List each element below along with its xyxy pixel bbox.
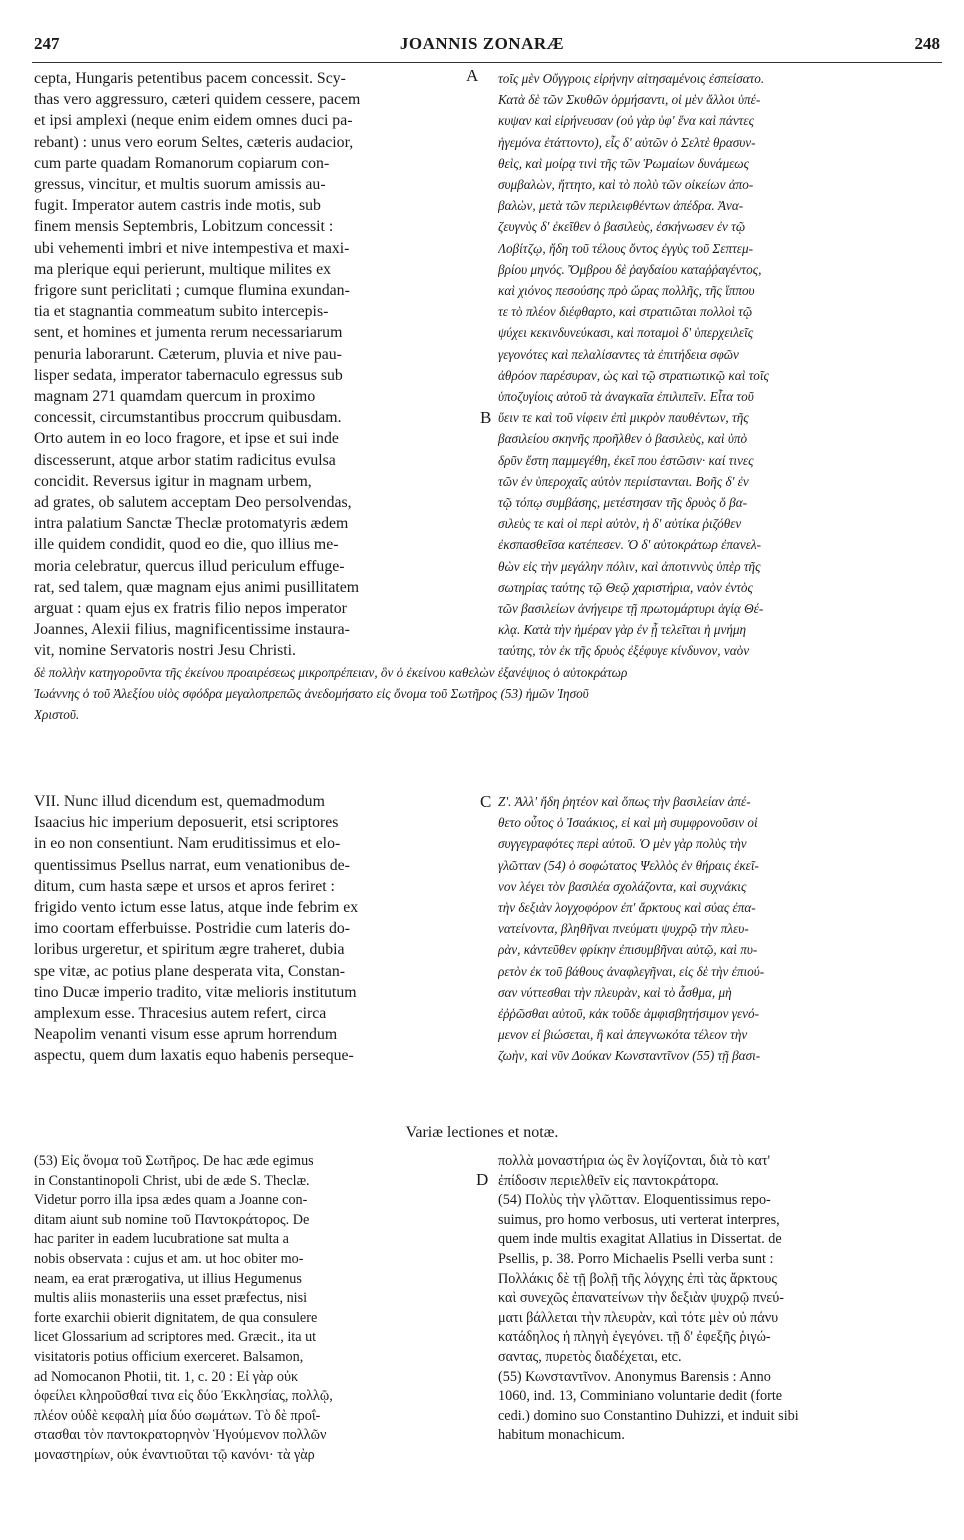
note-text-line: in Constantinopoli Christ, ubi de æde S. Theclæ. bbox=[34, 1172, 310, 1189]
greek-text-line: βαλὼν, μετὰ τῶν περιλειφθέντων ἀπέδρα. Ἀνα- bbox=[498, 198, 744, 214]
latin-text-line: gressus, vincitur, et multis suorum amissis au- bbox=[34, 176, 326, 194]
greek-text-line: Ζ'. Ἀλλ' ἤδη ῥητέον καὶ ὅπως τὴν βασιλείαν ἀπέ- bbox=[498, 794, 751, 809]
latin-text-line: ille quidem condidit, quod eo die, quo illius me- bbox=[34, 536, 339, 554]
notes-title: Variæ lectiones et notæ. bbox=[405, 1124, 559, 1141]
latin-column-top bbox=[34, 68, 472, 662]
greek-text-line: Ἰωάννης ὁ τοῦ Ἀλεξίου υἱὸς σφόδρα μεγαλοπρεπῶς ἀνεδομήσατο εἰς ὄνομα τοῦ Σωτῆρος (53) ἡμῶν Ἰησοῦ bbox=[34, 686, 589, 701]
greek-text-line: σωτηρίας ταύτης τῷ Θεῷ χαριστήρια, ναὸν ἐντὸς bbox=[498, 579, 753, 595]
section-marker-c: C bbox=[480, 792, 492, 811]
greek-text-line: θετο οὗτος ὁ Ἰσαάκιος, εἰ καὶ μὴ συμφρονοῦσιν οἱ bbox=[498, 815, 758, 831]
greek-text-line: τε τὸ πλέον διέφθαρτο, καὶ στρατιῶται πολλοὶ τῷ bbox=[498, 304, 753, 320]
greek-text-line: ρετὸν ἐκ τοῦ βάθους ἀναφλεγῆναι, εἰς δὲ τὴν ἐπιού- bbox=[498, 963, 765, 979]
latin-text-line: Neapolim venanti visum esse aprum horrendum bbox=[34, 1026, 338, 1044]
greek-text-line: τοῖς μὲν Οὔγγροις εἰρήνην αἰτησαμένοις ἐσπείσατο. bbox=[498, 71, 765, 86]
latin-text-line: Orto autem in eo loco fragore, et ipse et sui inde bbox=[34, 430, 339, 448]
greek-text-line: θὼν εἰς τὴν μεγάλην πόλιν, καὶ ἀποτιννὺς ὑπὲρ τῆς bbox=[498, 558, 761, 574]
latin-text-line: imo coortam efferbuisse. Postridie cum lateris do- bbox=[34, 920, 351, 938]
note-text-line: habitum monachicum. bbox=[498, 1427, 625, 1444]
latin-text-line: ma plerique equi perierunt, multique milites ex bbox=[34, 260, 331, 278]
latin-text-line: tia et stagnantia commeatum subito intercepis- bbox=[34, 303, 329, 321]
latin-text-line: VII. Nunc illud dicendum est, quemadmodum bbox=[34, 793, 325, 810]
greek-text-line: γεγονότες καὶ πελαλίσαντες τὰ ἐπιτήδεια σφῶν bbox=[498, 346, 739, 362]
note-text-line: ἐπίδοσιν περιελθεῖν εἰς παντοκράτορα. bbox=[498, 1172, 719, 1189]
latin-text-line: penuria laborarunt. Cæterum, pluvia et nive pau- bbox=[34, 345, 342, 363]
section-marker-d: D bbox=[476, 1170, 489, 1189]
note-text-line: visitatoris potius officium exerceret. Balsamon, bbox=[34, 1348, 304, 1365]
note-text-line: ὀφείλει κληροῦσθαί τινα εἰς δύο Ἐκκλησίας, πολλῷ, bbox=[34, 1388, 333, 1405]
greek-text-line: τῶν βασιλείων ἀνήγειρε τῇ πρωτομάρτυρι ἁγίᾳ Θέ- bbox=[498, 601, 764, 617]
latin-text-line: Isaacius hic imperium deposuerit, etsi scriptores bbox=[34, 814, 339, 832]
latin-text-line: spe vitæ, ac potius plane desperata vita, Constan- bbox=[34, 962, 346, 980]
latin-column-middle bbox=[34, 791, 472, 1067]
note-text-line: quem inde multis exagitat Allatius in Dissertat. de bbox=[498, 1231, 782, 1248]
note-text-line: πλέον οὐδὲ κεφαλὴ μία δύο σωμάτων. Τὸ δὲ προΐ- bbox=[34, 1407, 321, 1424]
note-text-line: cedi.) domino suo Constantino Duhizzi, et induit sibi bbox=[498, 1407, 799, 1424]
note-text-line: σαντας, πυρετὸς διαδέχεται, etc. bbox=[498, 1348, 682, 1365]
note-text-line: multis aliis monasteriis una esset præfectus, nisi bbox=[34, 1290, 308, 1307]
section-marker-a: A bbox=[466, 66, 479, 85]
latin-text-line: Joannes, Alexii filius, magnificentissime instaura- bbox=[34, 621, 350, 639]
latin-text-line: ad grates, ob salutem acceptam Deo persolvendas, bbox=[34, 494, 352, 512]
latin-text-line: tino Ducæ imperio tradito, vitæ melioris institutum bbox=[34, 983, 357, 1001]
note-text-line: forte exarchii obierit dignitatem, de qua consulere bbox=[34, 1309, 318, 1326]
greek-text-line: βρίου μηνός. Ὄμβρου δὲ ῥαγδαίου καταῤῥαγέντος, bbox=[498, 261, 762, 277]
note-text-line: στασθαι τὸν παντοκρατορηνὸν Ἡγούμενον πολλῶν bbox=[34, 1427, 327, 1444]
greek-text-line: δρῦν ἔστη παμμεγέθη, ἐκεῖ που ἑστῶσιν· καί τινες bbox=[498, 452, 754, 468]
latin-text-line: concidit. Reversus igitur in magnam urbem, bbox=[34, 472, 312, 490]
latin-text-line: loribus urgeretur, et spiritum ægre traheret, dubia bbox=[34, 941, 345, 959]
latin-text-line: in eo non consentiunt. Nam eruditissimus et elo- bbox=[34, 835, 341, 853]
greek-text-line: ρὰν, κἀντεῦθεν φρίκην ἐπισυμβῆναι αὐτῷ, καὶ πυ- bbox=[498, 942, 758, 958]
note-text-line: ad Nomocanon Photii, tit. 1, c. 20 : Εἰ γὰρ οὐκ bbox=[34, 1368, 299, 1385]
note-text-line: μοναστηρίων, οὐκ ἐναντιοῦται τῷ κανόνι· τὰ γὰρ bbox=[34, 1446, 315, 1463]
greek-text-line: ἐῤῥῶσθαι αὐτοῦ, κἀκ τοῦδε ἀμφισβητήσιμον γενό- bbox=[498, 1006, 759, 1022]
greek-text-line: σαν νύττεσθαι τὴν πλευρὰν, καὶ τὸ ἆσθμα, μὴ bbox=[498, 984, 732, 1000]
greek-text-line: ἐκσπασθεῖσα κατέπεσεν. Ὁ δ' αὐτοκράτωρ ἐπανελ- bbox=[498, 537, 762, 553]
note-text-line: Πολλάκις δὲ τῇ βολῇ τῆς λόγχης ἐπὶ τὰς ἄρκτους bbox=[498, 1270, 777, 1287]
greek-text-line: ὑποζυγίοις αὐτοῦ τὰ ἀναγκαῖα ἐπιλιπεῖν. Εἶτα τοῦ bbox=[498, 389, 754, 405]
greek-text-line: Χριστοῦ. bbox=[34, 707, 80, 722]
greek-text-line: βασιλείου σκηνῆς προῆλθεν ὁ βασιλεὺς, καὶ ὑπὸ bbox=[498, 431, 748, 447]
note-text-line: (55) Κωνσταντῖνον. Anonymus Barensis : Anno bbox=[498, 1368, 771, 1385]
note-text-line: (53) Εἰς ὄνομα τοῦ Σωτῆρος. De hac æde egimus bbox=[34, 1153, 314, 1169]
greek-text-line: θεὶς, καὶ μοίρᾳ τινὶ τῆς τῶν Ῥωμαίων δυνάμεως bbox=[498, 155, 749, 171]
note-text-line: 1060, ind. 13, Comminiano voluntarie dedit (forte bbox=[498, 1388, 783, 1405]
greek-text-line: ζευγνὺς δ' ἐκεῖθεν ὁ βασιλεὺς, ἐσκήνωσεν ἐν τῷ bbox=[498, 219, 746, 235]
note-text-line: nobis observata : cujus et am. ut hoc obiter mo- bbox=[34, 1250, 304, 1267]
greek-text-line: τὴν δεξιὰν λογχοφόρον ἐπ' ἄρκτους καὶ σύας ἐπα- bbox=[498, 900, 756, 916]
latin-text-line: cepta, Hungaris petentibus pacem concessit. Scy- bbox=[34, 70, 346, 87]
greek-text-line: νατείνοντα, βληθῆναι πνεύματι ψυχρῷ τὴν πλευ- bbox=[498, 921, 749, 937]
note-text-line: κατάδηλος ἡ πληγὴ ἐγεγόνει. τῇ δ' ἐφεξῆς ῥιγώ- bbox=[498, 1329, 771, 1346]
latin-text-line: intra palatium Sanctæ Theclæ protomatyris ædem bbox=[34, 515, 349, 533]
note-text-line: Videtur porro illa ipsa ædes quam a Joanne con- bbox=[34, 1192, 308, 1209]
note-text-line: suimus, pro homo verbosus, uti verterat interpres, bbox=[498, 1211, 780, 1228]
note-text-line: licet Glossarium ad scriptores med. Græcit., ita ut bbox=[34, 1329, 317, 1346]
greek-text-line: τῶν ἐν ὑπεροχαῖς αὐτὸν περιίστανται. Βοῆς δ' ἐν bbox=[498, 473, 749, 489]
latin-text-line: sent, et homines et jumenta rerum necessariarum bbox=[34, 324, 343, 342]
greek-text-line: καὶ χιόνος πεσούσης πρὸ ὥρας πολλῆς, τῆς ἵππου bbox=[498, 283, 755, 299]
note-text-line: neam, ea erat prærogativa, ut illius Hegumenus bbox=[34, 1270, 302, 1287]
greek-text-line: Κατὰ δὲ τῶν Σκυθῶν ὁρμήσαντι, οἱ μὲν ἄλλοι ὑπέ- bbox=[498, 92, 761, 108]
greek-text-line: ὕειν τε καὶ τοῦ νίφειν ἐπὶ μικρὸν παυθέντων, τῆς bbox=[498, 410, 749, 426]
greek-text-line: κλᾳ. Κατὰ τὴν ἡμέραν γὰρ ἐν ᾗ τελεῖται ἡ μνήμη bbox=[498, 622, 747, 638]
latin-text-line: rat, sed talem, quæ magnam ejus animi pusillitatem bbox=[34, 578, 360, 596]
latin-text-line: finem mensis Septembris, Lobitzum concessit : bbox=[34, 218, 334, 236]
latin-text-line: amplexum esse. Thracesius autem refert, circa bbox=[34, 1005, 327, 1023]
latin-text-line: frigore sunt periclitati ; cumque flumina exundan- bbox=[34, 282, 350, 300]
latin-text-line: frigido vento ictum esse latus, atque inde febrim ex bbox=[34, 899, 359, 917]
greek-text-line: ταύτης, τὸν ἐκ τῆς δρυὸς ἐξέφυγε κίνδυνον, ναὸν bbox=[498, 643, 750, 659]
latin-text-line: thas vero aggressuro, cæteri quidem cessere, pacem bbox=[34, 91, 361, 109]
greek-text-line: συμβαλὼν, ἥττητο, καὶ τὸ πολὺ τῶν οἰκείων ἀπο- bbox=[498, 177, 754, 193]
latin-text-line: discesserunt, atque arbor statim radicitus evulsa bbox=[34, 451, 336, 469]
latin-text-line: concessit, circumstantibus proccrum quibusdam. bbox=[34, 409, 342, 427]
greek-text-line: νον λέγει τὸν βασιλέα σχολάζοντα, καὶ συχνάκις bbox=[498, 878, 747, 894]
greek-text-line: σιλεὺς τε καὶ οἱ περὶ αὐτὸν, ἡ δ' αὐτίκα ῥιζόθεν bbox=[498, 516, 742, 532]
note-text-line: ματι βάλλεται τὴν πλευρὰν, καὶ τότε μὲν οὐ πάνυ bbox=[498, 1309, 779, 1326]
notes-column-right bbox=[498, 1152, 946, 1446]
note-text-line: πολλὰ μοναστήρια ὡς ἓν λογίζονται, διὰ τὸ κατ' bbox=[498, 1153, 771, 1169]
latin-text-line: cum parte quadam Romanorum copiarum con- bbox=[34, 154, 330, 172]
page-number-left: 247 bbox=[34, 34, 60, 53]
running-title: JOANNIS ZONARÆ bbox=[399, 34, 565, 53]
greek-text-line: δὲ πολλὴν κατηγοροῦντα τῆς ἐκείνου προαιρέσεως μικροπρέπειαν, ὃν ὁ ἐκείνου καθελὼν ἐξανέψιος ὁ αὐτοκράτωρ bbox=[34, 665, 628, 680]
note-text-line: ditam aiunt sub nomine τοῦ Παντοκράτορος. De bbox=[34, 1211, 310, 1228]
note-text-line: (54) Πολὺς τὴν γλῶτταν. Eloquentissimus repo- bbox=[498, 1192, 771, 1209]
latin-text-line: ditum, cum hasta sæpe et ursos et apros feriret : bbox=[34, 877, 335, 895]
note-text-line: Psellis, p. 38. Porro Michaelis Pselli verba sunt : bbox=[498, 1250, 774, 1267]
latin-text-line: vit, nomine Servatoris nostri Jesu Christi. bbox=[34, 642, 296, 660]
latin-text-line: rebant) : unus vero eorum Seltes, cæteris audacior, bbox=[34, 133, 354, 151]
greek-text-line: γλῶτταν (54) ὁ σοφώτατος Ψελλὸς ἐν θήραις ἐκεῖ- bbox=[498, 857, 759, 873]
greek-column-middle bbox=[498, 791, 946, 1067]
latin-text-line: arguat : quam ejus ex fratris filio nepos imperator bbox=[34, 600, 347, 618]
latin-text-line: fugit. Imperator autem castris inde motis, sub bbox=[34, 197, 321, 215]
latin-text-line: moria celebratur, quercus illud periculum effuge- bbox=[34, 557, 345, 575]
note-text-line: hac pariter in eadem lucubratione sat multa a bbox=[34, 1231, 289, 1248]
greek-text-line: ἀθρόον παρέσυραν, ὡς καὶ τῷ στρατιωτικῷ καὶ τοῖς bbox=[498, 367, 769, 383]
greek-text-line: μενον εἰ βιώσεται, ἢ καὶ ἀπεγνωκότα τέλεον τὴν bbox=[498, 1027, 748, 1043]
greek-column-top bbox=[498, 68, 946, 662]
notes-column-left bbox=[34, 1152, 472, 1466]
latin-text-line: ubi vehementi imbri et nive intempestiva et maxi- bbox=[34, 239, 350, 257]
latin-text-line: et ipsi amplexi (neque enim eidem omnes duci pa- bbox=[34, 112, 353, 130]
section-marker-b: B bbox=[480, 408, 492, 427]
greek-text-line: ζωὴν, καὶ νῦν Δούκαν Κωνσταντῖνον (55) τῇ βασι- bbox=[498, 1048, 761, 1064]
greek-text-line: συγγεγραφότες περὶ αὐτοῦ. Ὁ μὲν γὰρ πολὺς τὴν bbox=[498, 836, 747, 852]
greek-text-line: ἡγεμόνα ἐτάττοντο), εἷς δ' αὐτῶν ὁ Σελτὲ θρασυν- bbox=[498, 134, 756, 150]
page-number-right: 248 bbox=[914, 34, 940, 53]
latin-text-line: quentissimus Psellus narrat, eum venationibus de- bbox=[34, 856, 350, 874]
greek-text-line: κυψαν καὶ εἰρήνευσαν (οὐ γὰρ ὑφ' ἕνα καὶ πάντες bbox=[498, 113, 754, 129]
greek-full-width-block bbox=[34, 662, 946, 725]
header-rule bbox=[32, 62, 942, 63]
latin-text-line: lisper sedata, imperator tabernaculo egressus sub bbox=[34, 366, 343, 384]
latin-text-line: magnam 271 quamdam quercum in proximo bbox=[34, 388, 316, 406]
greek-text-line: τῷ τόπῳ συμβάσης, μετέστησαν τῆς δρυὸς ὅ βα- bbox=[498, 495, 748, 511]
latin-text-line: aspectu, quem dum laxatis equo habenis perseque- bbox=[34, 1047, 354, 1065]
greek-text-line: Λοβίτζῳ, ἤδη τοῦ τέλους ὄντος ἐγγὺς τοῦ Σεπτεμ- bbox=[498, 240, 753, 256]
greek-text-line: ψύχει κεκινδυνεύκασι, καὶ ποταμοὶ δ' ὑπερχειλεῖς bbox=[498, 325, 754, 341]
note-text-line: καὶ συνεχῶς ἐπανατείνων τὴν δεξιὰν ψυχρῷ πνεύ- bbox=[498, 1290, 784, 1307]
